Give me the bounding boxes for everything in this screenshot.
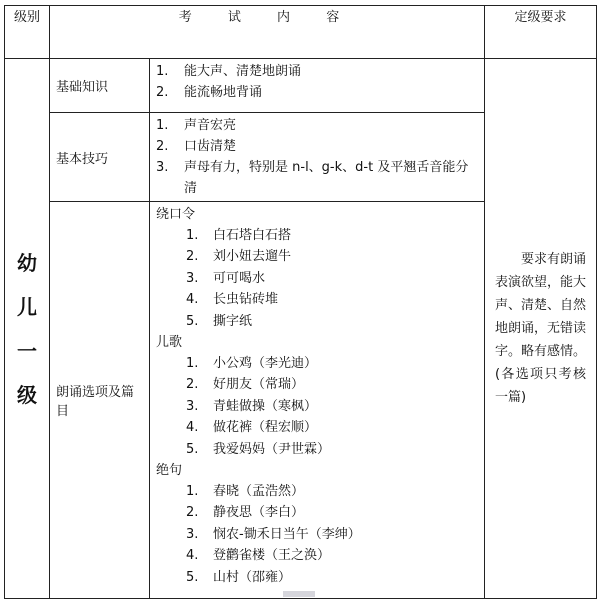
level-cell bbox=[5, 59, 50, 599]
list-item: 2. 口齿清楚 bbox=[156, 139, 237, 154]
requirement-cell bbox=[485, 59, 597, 599]
header-level: 级别 bbox=[5, 6, 50, 59]
list-item: 3. 青蛙做操（寒枫） bbox=[186, 398, 318, 414]
category-basic-skills: 基本技巧 bbox=[50, 113, 150, 202]
section-title-quatrains: 绝句 bbox=[156, 463, 183, 479]
items-recitation bbox=[150, 202, 485, 599]
exam-requirements-table bbox=[4, 5, 597, 599]
items-basic-skills bbox=[150, 113, 485, 202]
category-recitation: 朗诵选项及篇目 bbox=[50, 202, 150, 599]
list-item: 5. 我爱妈妈（尹世霖） bbox=[186, 441, 331, 457]
items-basic-knowledge bbox=[150, 59, 485, 113]
list-item: 2. 静夜思（李白） bbox=[186, 505, 305, 521]
list-item: 3. 可可喝水 bbox=[186, 270, 266, 286]
list-item: 5. 山村（邵雍） bbox=[186, 569, 292, 585]
list-item: 1. 能大声、清楚地朗诵 bbox=[156, 64, 302, 79]
list-item: 3. 悯农-锄禾日当午（李绅） bbox=[186, 526, 361, 542]
section-title-nursery-rhymes: 儿歌 bbox=[156, 335, 183, 351]
list-item: 4. 登鹳雀楼（王之涣） bbox=[186, 548, 331, 564]
table-row-basic-knowledge bbox=[5, 59, 597, 113]
header-exam-content: 考 试 内 容 bbox=[50, 6, 485, 59]
scan-artifact bbox=[283, 591, 315, 597]
list-item: 2. 好朋友（常瑞） bbox=[186, 377, 305, 393]
requirement-text: 要求有朗诵表演欲望，能大声、清楚、自然地朗诵，无错读字。略有感情。(各选项只考核一篇) bbox=[495, 252, 587, 405]
list-item: 1. 声音宏亮 bbox=[156, 118, 237, 133]
list-item: 1. 春晓（孟浩然） bbox=[186, 484, 305, 500]
list-item: 1. 小公鸡（李光迪） bbox=[186, 356, 318, 372]
list-item: 2. 刘小妞去遛牛 bbox=[186, 249, 292, 265]
list-item: 2. 能流畅地背诵 bbox=[156, 85, 263, 100]
list-item: 3. 声母有力，特别是 n-l、g-k、d-t 及平翘舌音能分清 bbox=[156, 160, 469, 196]
table-header-row bbox=[5, 6, 597, 59]
list-item: 4. 长虫钻砖堆 bbox=[186, 292, 279, 308]
level-name: 幼 儿 一 级 bbox=[17, 250, 37, 407]
list-item: 1. 白石塔白石搭 bbox=[186, 228, 292, 243]
section-title-tongue-twisters: 绕口令 bbox=[156, 207, 196, 222]
list-item: 5. 撕字纸 bbox=[186, 313, 253, 329]
list-item: 4. 做花裤（程宏顺） bbox=[186, 420, 318, 436]
header-requirement: 定级要求 bbox=[485, 6, 597, 59]
category-basic-knowledge: 基础知识 bbox=[50, 59, 150, 113]
